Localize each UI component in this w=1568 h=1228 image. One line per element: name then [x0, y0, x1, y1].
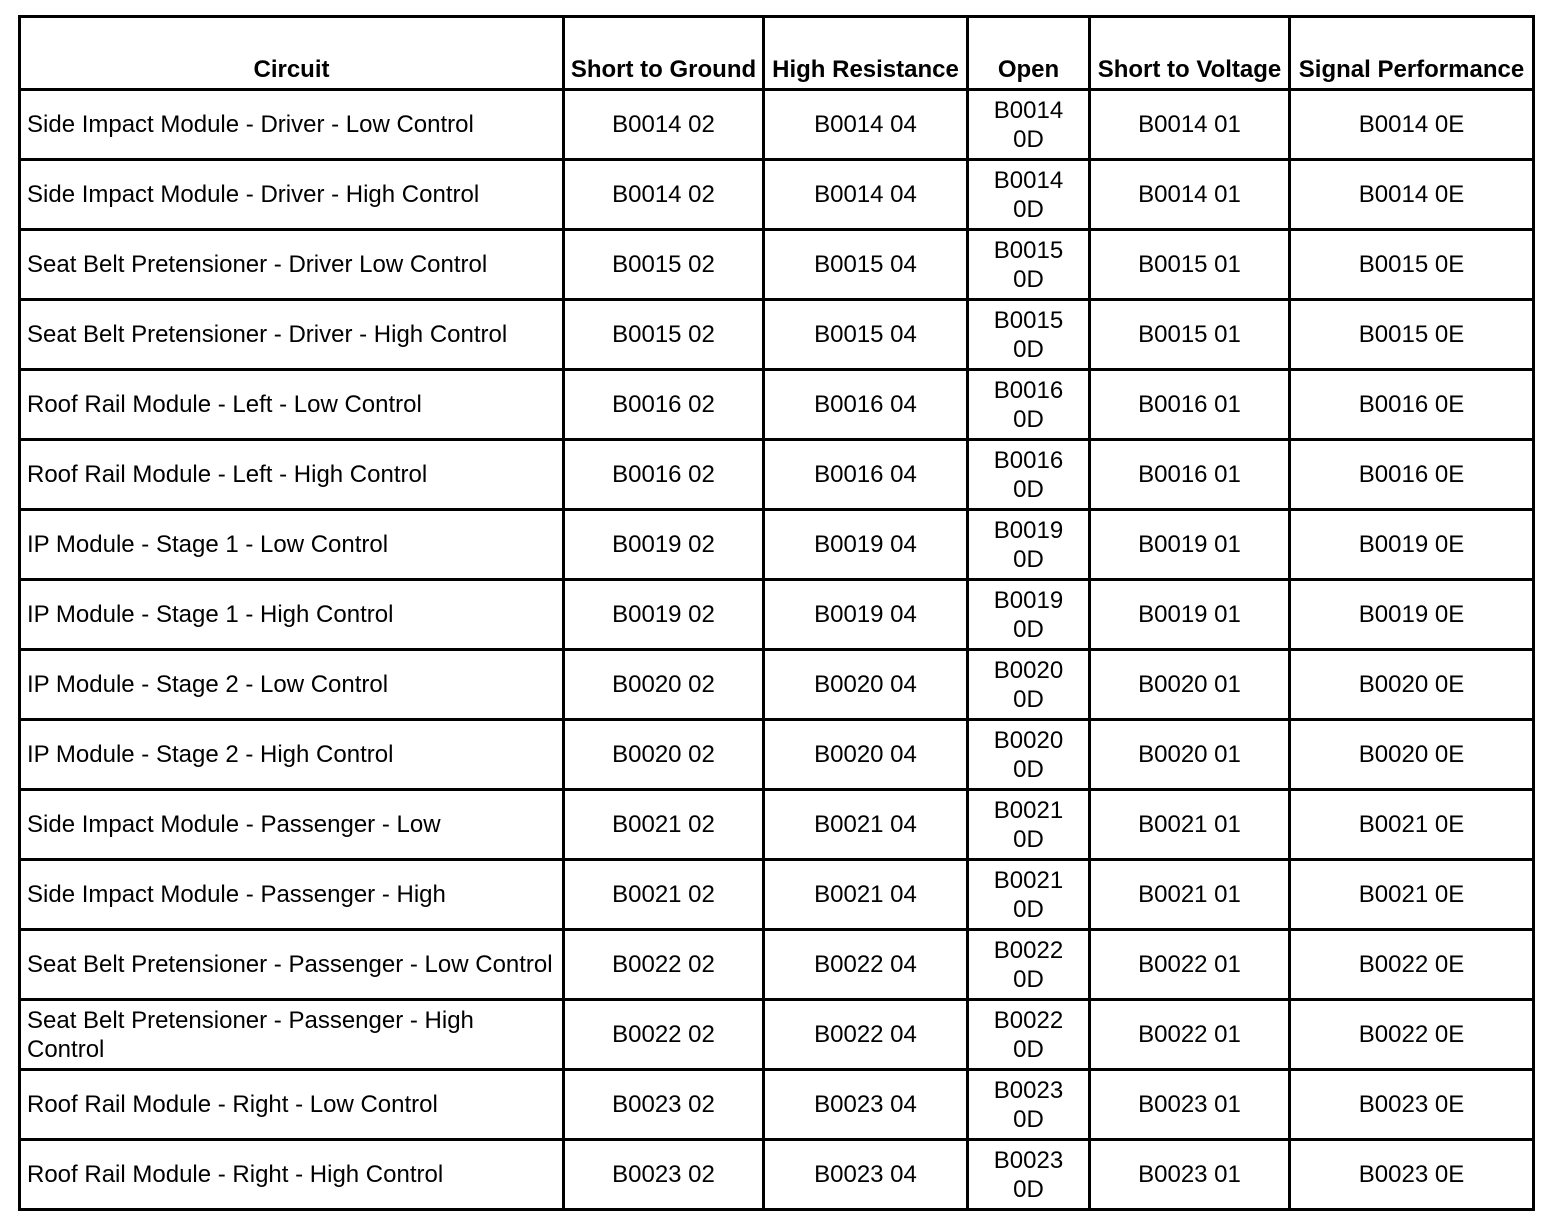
cell-circuit: Roof Rail Module - Right - Low Control	[20, 1070, 564, 1140]
cell-short-to-ground: B0015 02	[564, 230, 764, 300]
header-row	[20, 17, 1534, 90]
cell-short-to-ground: B0021 02	[564, 860, 764, 930]
column-header-open: Open	[968, 17, 1090, 90]
cell-short-to-ground: B0022 02	[564, 930, 764, 1000]
table-row	[20, 510, 1534, 580]
cell-circuit: IP Module - Stage 1 - High Control	[20, 580, 564, 650]
cell-signal-performance: B0020 0E	[1290, 720, 1534, 790]
cell-short-to-ground: B0014 02	[564, 160, 764, 230]
cell-short-to-voltage: B0021 01	[1090, 790, 1290, 860]
cell-open: B0016 0D	[968, 440, 1090, 510]
cell-circuit: IP Module - Stage 2 - High Control	[20, 720, 564, 790]
cell-open: B0015 0D	[968, 230, 1090, 300]
cell-signal-performance: B0023 0E	[1290, 1070, 1534, 1140]
cell-short-to-ground: B0022 02	[564, 1000, 764, 1070]
cell-circuit: Side Impact Module - Passenger - Low	[20, 790, 564, 860]
dtc-table	[18, 15, 1535, 1211]
cell-high-resistance: B0022 04	[764, 1000, 968, 1070]
cell-circuit: IP Module - Stage 1 - Low Control	[20, 510, 564, 580]
cell-circuit: Roof Rail Module - Right - High Control	[20, 1140, 564, 1210]
cell-short-to-ground: B0019 02	[564, 510, 764, 580]
cell-high-resistance: B0015 04	[764, 300, 968, 370]
cell-short-to-voltage: B0020 01	[1090, 720, 1290, 790]
table-row	[20, 370, 1534, 440]
cell-short-to-ground: B0019 02	[564, 580, 764, 650]
table-header	[20, 17, 1534, 90]
cell-high-resistance: B0015 04	[764, 230, 968, 300]
column-header-signal-performance: Signal Performance	[1290, 17, 1534, 90]
cell-signal-performance: B0022 0E	[1290, 1000, 1534, 1070]
cell-high-resistance: B0019 04	[764, 580, 968, 650]
cell-high-resistance: B0019 04	[764, 510, 968, 580]
cell-short-to-ground: B0023 02	[564, 1070, 764, 1140]
cell-open: B0023 0D	[968, 1070, 1090, 1140]
cell-high-resistance: B0023 04	[764, 1140, 968, 1210]
cell-short-to-ground: B0023 02	[564, 1140, 764, 1210]
cell-open: B0019 0D	[968, 510, 1090, 580]
cell-high-resistance: B0014 04	[764, 160, 968, 230]
cell-signal-performance: B0019 0E	[1290, 510, 1534, 580]
table-row	[20, 860, 1534, 930]
table-row	[20, 1000, 1534, 1070]
cell-open: B0014 0D	[968, 90, 1090, 160]
cell-high-resistance: B0020 04	[764, 720, 968, 790]
table-row	[20, 90, 1534, 160]
cell-high-resistance: B0016 04	[764, 440, 968, 510]
cell-open: B0015 0D	[968, 300, 1090, 370]
table-row	[20, 930, 1534, 1000]
table-row	[20, 790, 1534, 860]
cell-short-to-ground: B0016 02	[564, 440, 764, 510]
cell-short-to-voltage: B0014 01	[1090, 160, 1290, 230]
cell-signal-performance: B0020 0E	[1290, 650, 1534, 720]
cell-circuit: Side Impact Module - Driver - Low Control	[20, 90, 564, 160]
cell-short-to-voltage: B0019 01	[1090, 580, 1290, 650]
table-row	[20, 650, 1534, 720]
table-row	[20, 580, 1534, 650]
cell-high-resistance: B0022 04	[764, 930, 968, 1000]
cell-high-resistance: B0014 04	[764, 90, 968, 160]
cell-circuit: Roof Rail Module - Left - Low Control	[20, 370, 564, 440]
cell-short-to-voltage: B0016 01	[1090, 370, 1290, 440]
table-body	[20, 90, 1534, 1210]
cell-open: B0022 0D	[968, 930, 1090, 1000]
cell-short-to-voltage: B0023 01	[1090, 1070, 1290, 1140]
cell-signal-performance: B0015 0E	[1290, 230, 1534, 300]
cell-high-resistance: B0016 04	[764, 370, 968, 440]
cell-signal-performance: B0014 0E	[1290, 160, 1534, 230]
cell-signal-performance: B0021 0E	[1290, 790, 1534, 860]
column-header-high-resistance: High Resistance	[764, 17, 968, 90]
cell-short-to-voltage: B0022 01	[1090, 930, 1290, 1000]
table-row	[20, 160, 1534, 230]
cell-short-to-voltage: B0015 01	[1090, 300, 1290, 370]
cell-high-resistance: B0020 04	[764, 650, 968, 720]
cell-circuit: Seat Belt Pretensioner - Driver Low Control	[20, 230, 564, 300]
cell-open: B0023 0D	[968, 1140, 1090, 1210]
cell-circuit: IP Module - Stage 2 - Low Control	[20, 650, 564, 720]
cell-short-to-ground: B0014 02	[564, 90, 764, 160]
table-row	[20, 230, 1534, 300]
cell-high-resistance: B0023 04	[764, 1070, 968, 1140]
cell-open: B0021 0D	[968, 790, 1090, 860]
cell-short-to-ground: B0016 02	[564, 370, 764, 440]
table-row	[20, 300, 1534, 370]
cell-short-to-voltage: B0019 01	[1090, 510, 1290, 580]
cell-circuit: Side Impact Module - Driver - High Control	[20, 160, 564, 230]
table-row	[20, 1070, 1534, 1140]
cell-signal-performance: B0019 0E	[1290, 580, 1534, 650]
cell-short-to-voltage: B0020 01	[1090, 650, 1290, 720]
cell-short-to-voltage: B0016 01	[1090, 440, 1290, 510]
cell-signal-performance: B0016 0E	[1290, 440, 1534, 510]
column-header-short-to-ground: Short to Ground	[564, 17, 764, 90]
cell-signal-performance: B0023 0E	[1290, 1140, 1534, 1210]
cell-open: B0016 0D	[968, 370, 1090, 440]
cell-signal-performance: B0014 0E	[1290, 90, 1534, 160]
cell-short-to-voltage: B0014 01	[1090, 90, 1290, 160]
cell-circuit: Side Impact Module - Passenger - High	[20, 860, 564, 930]
cell-signal-performance: B0016 0E	[1290, 370, 1534, 440]
cell-circuit: Seat Belt Pretensioner - Passenger - High Control	[20, 1000, 564, 1070]
cell-circuit: Seat Belt Pretensioner - Driver - High Control	[20, 300, 564, 370]
cell-high-resistance: B0021 04	[764, 860, 968, 930]
cell-signal-performance: B0015 0E	[1290, 300, 1534, 370]
cell-open: B0021 0D	[968, 860, 1090, 930]
column-header-short-to-voltage: Short to Voltage	[1090, 17, 1290, 90]
table-row	[20, 440, 1534, 510]
cell-short-to-voltage: B0015 01	[1090, 230, 1290, 300]
cell-short-to-voltage: B0021 01	[1090, 860, 1290, 930]
cell-short-to-ground: B0020 02	[564, 650, 764, 720]
cell-circuit: Roof Rail Module - Left - High Control	[20, 440, 564, 510]
cell-short-to-voltage: B0023 01	[1090, 1140, 1290, 1210]
cell-short-to-ground: B0020 02	[564, 720, 764, 790]
cell-short-to-ground: B0015 02	[564, 300, 764, 370]
cell-open: B0022 0D	[968, 1000, 1090, 1070]
column-header-circuit: Circuit	[20, 17, 564, 90]
cell-circuit: Seat Belt Pretensioner - Passenger - Low Control	[20, 930, 564, 1000]
cell-signal-performance: B0021 0E	[1290, 860, 1534, 930]
cell-short-to-ground: B0021 02	[564, 790, 764, 860]
table-row	[20, 720, 1534, 790]
cell-short-to-voltage: B0022 01	[1090, 1000, 1290, 1070]
cell-high-resistance: B0021 04	[764, 790, 968, 860]
cell-open: B0020 0D	[968, 650, 1090, 720]
table-row	[20, 1140, 1534, 1210]
cell-signal-performance: B0022 0E	[1290, 930, 1534, 1000]
cell-open: B0020 0D	[968, 720, 1090, 790]
cell-open: B0014 0D	[968, 160, 1090, 230]
cell-open: B0019 0D	[968, 580, 1090, 650]
